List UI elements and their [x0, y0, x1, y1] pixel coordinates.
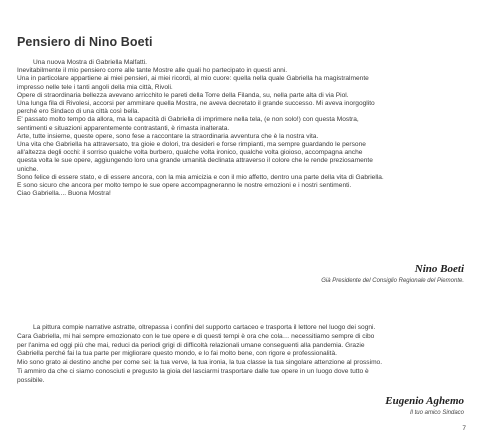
text-line: Sono felice di essere stato, e di essere ancora, con la mia amicizia e con il mio affetto, dentro una parte della vita di Gabriella.: [17, 173, 384, 181]
text-line: Arte, tutte insieme, queste opere, sono fese a raccontare la straordinaria avventura che è la nostra vita.: [17, 132, 319, 140]
text-line: Una vita che Gabriella ha attraversato, tra gioie e dolori, tra desideri e forse rimpianti, ma sempre guardando le persone: [17, 141, 366, 149]
text-line: Inevitabilmente il mio pensiero corre alle tante Mostre alle quali ho partecipato in questi anni.: [17, 67, 288, 75]
page-number: 7: [462, 425, 466, 432]
text-line: Una nuova Mostra di Gabriella Malfatti.: [33, 59, 147, 66]
text-line: Cara Gabriella, mi hai sempre emozionato con le tue opere e di questi tempi è ora che cola… necessitiamo sempre di cibo: [17, 332, 375, 340]
text-line: Mio sono grato ai destino anche per come sei: la tua verve, la tua ironia, la tua classe la tua singolare attenzione al prossimo.: [17, 359, 383, 367]
text-line: Gabriella perché fai la tua parte per migliorare questo mondo, e lo fai molto bene, con rigore e professionalità.: [17, 350, 337, 358]
boeti-text-block: [17, 59, 469, 198]
text-line: questa volta le sue opere, aggiungendo loro una grande umanità declinata attraverso il colore che le rende preziosamente: [17, 157, 373, 165]
signature-role: Già Presidente del Consiglio Regionale del Piemonte.: [321, 278, 464, 284]
text-line: E sono sicuro che ancora per molto tempo le sue opere accompagneranno le nostre emozioni e i nostri sentimenti.: [17, 182, 352, 190]
boeti-signature: [321, 263, 464, 286]
text-line: possibile.: [17, 376, 45, 384]
text-line: uniche.: [17, 165, 39, 173]
text-line: Ti ammiro da che ci siamo conosciuti e pregusto la gioia del lasciarmi trasportare dalle tue opere in un luogo dove tutto è: [17, 367, 369, 375]
text-line: E' passato molto tempo da allora, ma la capacità di Gabriella di imprimere nella tela, (e non solo!) con questa Mostra,: [17, 116, 359, 124]
text-line: Opere di straordinaria bellezza avevano arricchito le pareti della Torre della Filanda, su, nella parte alta di via Piol.: [17, 91, 349, 99]
text-line: sentimenti e situazioni apparentemente contrastanti, è rimasta inalterata.: [17, 124, 230, 132]
text-line: La pittura compie narrative astratte, oltrepassa i confini del supporto cartaceo e trasporta il lettore nel luogo dei sogni.: [33, 324, 376, 331]
text-line: Ciao Gabriella.... Buona Mostra!: [17, 190, 111, 198]
signature-name: Nino Boeti: [414, 263, 464, 275]
page-title: Pensiero di Nino Boeti: [17, 35, 153, 49]
signature-role: Il tuo amico Sindaco: [409, 410, 464, 416]
text-line: all'altezza degli occhi: il sorriso qualche volta burbero, qualche volta ironico, qualche volta gioioso, accompagna anche: [17, 149, 363, 157]
text-line: per l'anima ed oggi più che mai, reduci da periodi grigi di difficoltà relazionali umane conseguenti alla pandemia. Grazie: [17, 341, 365, 349]
text-line: impresso nelle tele i tanti angoli della mia città, Rivoli.: [17, 83, 173, 91]
signature-name: Eugenio Aghemo: [385, 395, 464, 407]
text-line: Una lunga fila di Rivolesi, accorsi per ammirare quella Mostra, ne aveva decretato il grande successo. Mi aveva inorgoglito: [17, 100, 375, 108]
aghemo-signature: [385, 395, 464, 418]
text-line: Una in particolare appartiene ai miei pensieri, ai miei ricordi, al mio cuore: quella nella quale Gabriella ha magistralmente: [17, 75, 369, 83]
text-line: perché ero Sindaco di una città così bella.: [17, 108, 140, 116]
aghemo-text-block: [17, 324, 469, 386]
